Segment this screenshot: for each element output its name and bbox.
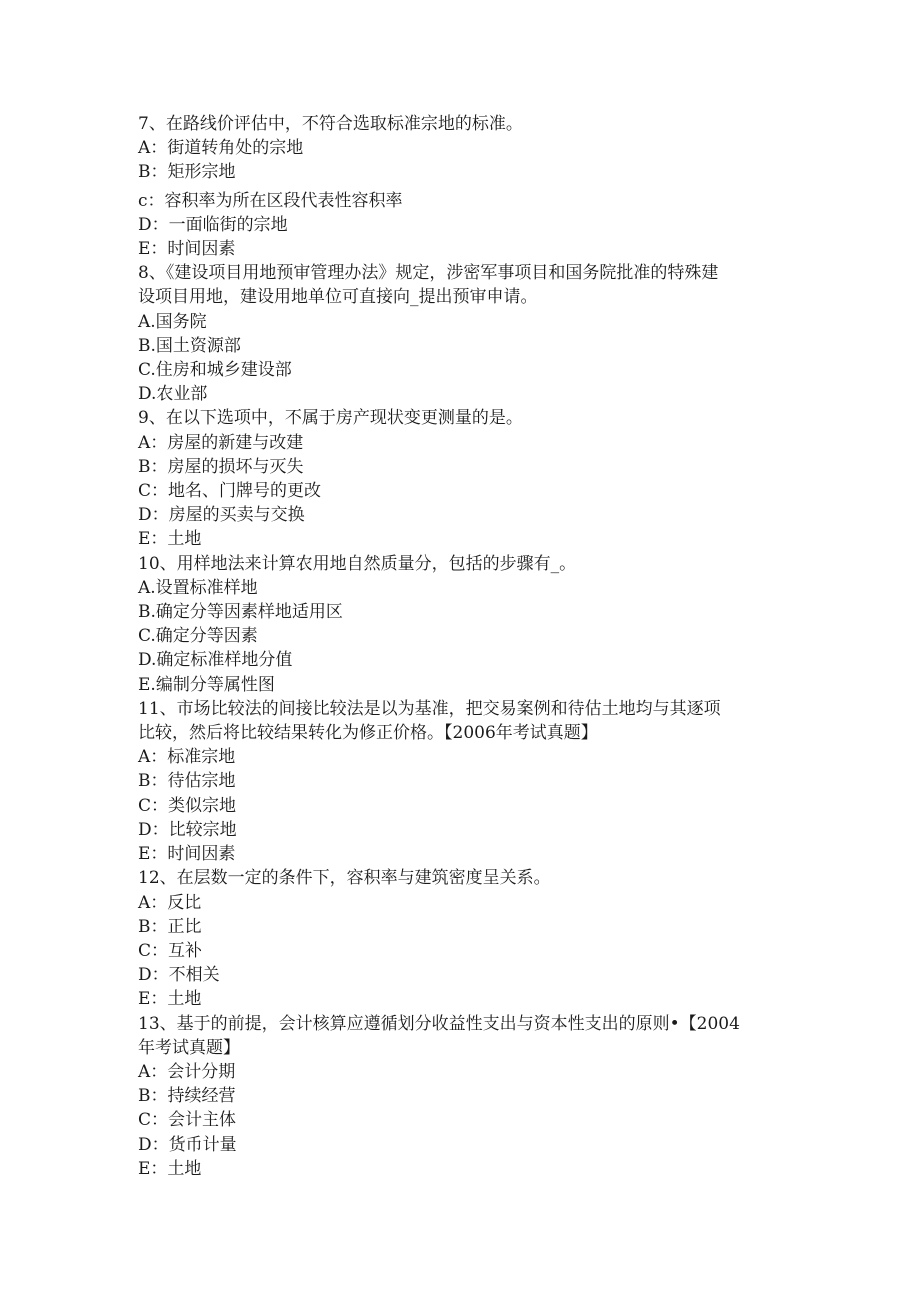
- question-8-stem-line1: 8、《建设项目用地预审管理办法》规定，涉密军事项目和国务院批准的特殊建: [138, 263, 719, 284]
- question-12-option-e: E：土地: [138, 989, 202, 1010]
- question-13-option-c: C：会计主体: [138, 1110, 237, 1131]
- question-12-stem: 12、在层数一定的条件下，容积率与建筑密度呈关系。: [138, 868, 551, 889]
- question-13-stem-line1: 13、基于的前提，会计核算应遵循划分收益性支出与资本性支出的原则•【2004: [138, 1013, 740, 1034]
- question-10-option-d: D.确定标准样地分值: [138, 650, 293, 671]
- question-11-stem-line2: 比较，然后将比较结果转化为修正价格。【2006年考试真题】: [138, 723, 598, 744]
- question-8-option-a: A.国务院: [138, 311, 207, 332]
- question-12-option-d: D：不相关: [138, 965, 220, 986]
- question-10-option-e: E.编制分等属性图: [138, 674, 275, 695]
- question-text-block: [138, 112, 788, 1181]
- question-9-option-d: D：房屋的买卖与交换: [138, 505, 305, 526]
- question-13-stem-line2: 年考试真题】: [138, 1037, 240, 1058]
- question-10-option-a: A.设置标准样地: [138, 577, 258, 598]
- question-13-option-b: B：持续经营: [138, 1086, 236, 1107]
- question-7-stem: 7、在路线价评估中，不符合选取标准宗地的标准。: [138, 114, 523, 134]
- question-9-stem: 9、在以下选项中，不属于房产现状变更测量的是。: [138, 408, 523, 429]
- question-13-option-a: A：会计分期: [138, 1061, 236, 1082]
- question-11-option-a: A：标准宗地: [138, 747, 236, 768]
- question-11-option-b: B：待估宗地: [138, 771, 236, 792]
- question-11-option-c: C：类似宗地: [138, 795, 237, 816]
- question-9-option-b: B：房屋的损坏与灭失: [138, 456, 304, 477]
- question-11-stem-line1: 11、市场比较法的间接比较法是以为基准，把交易案例和待估土地均与其逐项: [138, 698, 721, 719]
- question-8-option-c: C.住房和城乡建设部: [138, 360, 292, 381]
- question-11-option-e: E：时间因素: [138, 844, 236, 865]
- question-7-option-a: A：街道转角处的宗地: [138, 138, 304, 159]
- question-8-option-d: D.农业部: [138, 384, 208, 405]
- question-7-option-c: c：容积率为所在区段代表性容积率: [138, 190, 403, 211]
- question-9-option-a: A：房屋的新建与改建: [138, 432, 304, 453]
- question-7-option-b: B：矩形宗地: [138, 162, 236, 183]
- question-12-option-b: B：正比: [138, 916, 202, 937]
- question-7-option-e: E：时间因素: [138, 239, 236, 260]
- question-9-option-c: C：地名、门牌号的更改: [138, 481, 322, 502]
- question-8-option-b: B.国土资源部: [138, 335, 241, 356]
- question-12-option-c: C：互补: [138, 940, 203, 961]
- question-8-stem-line2: 设项目用地，建设用地单位可直接向_提出预审申请。: [138, 287, 538, 308]
- question-9-option-e: E：土地: [138, 529, 202, 550]
- question-10-option-c: C.确定分等因素: [138, 626, 258, 647]
- question-10-stem: 10、用样地法来计算农用地自然质量分，包括的步骤有_。: [138, 553, 577, 574]
- question-12-option-a: A：反比: [138, 892, 202, 913]
- question-11-option-d: D：比较宗地: [138, 819, 237, 840]
- question-7-option-d: D：一面临街的宗地: [138, 214, 288, 235]
- question-13-option-d: D：货币计量: [138, 1134, 237, 1155]
- question-13-option-e: E：土地: [138, 1158, 202, 1179]
- question-10-option-b: B.确定分等因素样地适用区: [138, 602, 343, 623]
